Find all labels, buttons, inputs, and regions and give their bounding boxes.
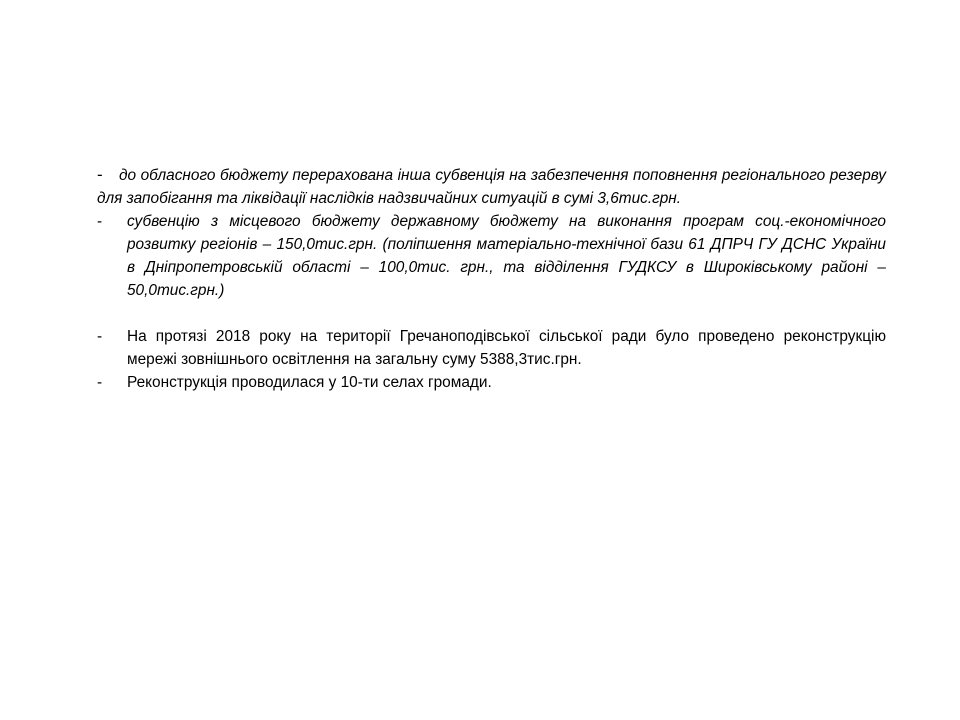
list-item-dash: -	[97, 213, 103, 230]
list-item-text: Реконструкція проводилася у 10-ти селах громади.	[127, 374, 492, 391]
list-item-text: субвенцію з місцевого бюджету державному бюджету на виконання програм соц.-економічного розвитку регіонів – 150,0тис.грн. (поліпшення матеріально-технічної бази 61 ДПРЧ ГУ ДСНС України в Дніпропетровській області – 100,0тис. грн., та відділення ГУДКСУ в Широківському районі – 50,0тис.грн.)	[127, 213, 886, 299]
intro-dash: -	[97, 165, 103, 184]
list-item-dash: -	[97, 328, 103, 345]
intro-text: до обласного бюджету перерахована інша субвенція на забезпечення поповнення регіонального резерву для запобігання та ліквідації наслідків надзвичайних ситуацій в сумі 3,6тис.грн.	[97, 167, 886, 207]
list-spacer	[97, 302, 886, 325]
list-item-dash: -	[97, 374, 103, 391]
intro-paragraph	[97, 163, 886, 210]
list-item-villages	[97, 371, 886, 394]
slide-text-block	[97, 163, 886, 394]
list-item-text: На протязі 2018 року на території Гречаноподівської сільської ради було проведено реконструкцію мережі зовнішнього освітлення на загальну суму 5388,3тис.грн.	[127, 328, 886, 368]
list-item-lighting-reconstruction	[97, 325, 886, 371]
list-item-subvention	[97, 210, 886, 302]
